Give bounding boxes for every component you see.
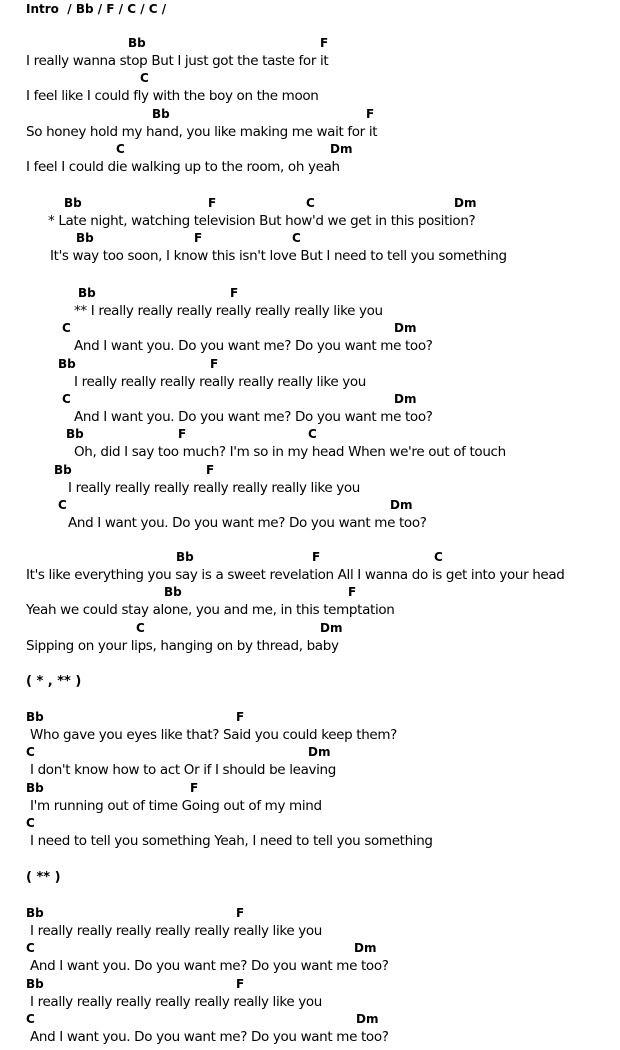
chord-c: C [26,745,35,759]
lyric-line: ** I really really really really really really like you [74,303,383,319]
chord-dm: Dm [320,621,343,635]
chord-bb: Bb [64,196,82,210]
lyric-line: I'm running out of time Going out of my mind [30,798,322,814]
chord-f: F [206,463,215,477]
lyric-line: I really really really really really really like you [68,480,360,496]
chord-dm: Dm [394,392,417,406]
chord-c: C [116,142,125,156]
lyric-line: And I want you. Do you want me? Do you want me too? [30,958,389,974]
lyric-line: Oh, did I say too much? I'm so in my head When we're out of touch [74,444,506,460]
chord-c: C [136,621,145,635]
lyric-line: I really really really really really really like you [30,994,322,1010]
lyric-line: I really really really really really really like you [74,374,366,390]
chord-f: F [208,196,217,210]
chord-c: C [26,941,35,955]
lyric-line: So honey hold my hand, you like making me wait for it [26,124,378,140]
chord-bb: Bb [26,781,44,795]
chord-dm: Dm [308,745,331,759]
chord-c: C [26,816,35,830]
lyric-line: Sipping on your lips, hanging on by thread, baby [26,638,339,654]
chord-bb: Bb [176,550,194,564]
chord-dm: Dm [354,941,377,955]
lyric-line: Who gave you eyes like that? Said you could keep them? [30,727,397,743]
lyric-line: Yeah we could stay alone, you and me, in this temptation [26,602,395,618]
lyric-line: And I want you. Do you want me? Do you want me too? [68,515,427,531]
chord-bb: Bb [26,710,44,724]
chord-f: F [230,286,239,300]
chord-c: C [62,321,71,335]
chord-f: F [236,710,245,724]
lyric-line: And I want you. Do you want me? Do you want me too? [30,1029,389,1045]
lyric-line: I don't know how to act Or if I should be leaving [30,762,336,778]
lyric-line: I really wanna stop But I just got the taste for it [26,53,329,69]
chord-f: F [366,107,375,121]
chord-bb: Bb [152,107,170,121]
chord-c: C [62,392,71,406]
chord-bb: Bb [58,357,76,371]
chord-c: C [58,498,67,512]
lyric-line: I really really really really really really like you [30,923,322,939]
chord-bb: Bb [78,286,96,300]
lyric-line: * Late night, watching television But how'd we get in this position? [48,213,476,229]
chord-f: F [236,906,245,920]
chord-bb: Bb [54,463,72,477]
chord-dm: Dm [390,498,413,512]
chord-bb: Bb [164,585,182,599]
chord-f: F [178,427,187,441]
chord-f: F [190,781,199,795]
chord-c: C [26,1012,35,1026]
chord-c: C [140,71,149,85]
lyric-line: I feel like I could fly with the boy on the moon [26,88,319,104]
repeat-marker: ( * , ** ) [26,674,82,689]
chord-dm: Dm [330,142,353,156]
lyric-line: I feel I could die walking up to the room, oh yeah [26,159,340,175]
chord-f: F [312,550,321,564]
chord-c: C [306,196,315,210]
chord-dm: Dm [356,1012,379,1026]
lyric-line: And I want you. Do you want me? Do you want me too? [74,409,433,425]
chord-f: F [194,231,203,245]
chord-dm: Dm [454,196,477,210]
chord-c: C [308,427,317,441]
repeat-marker: ( ** ) [26,870,61,885]
chord-f: F [320,36,329,50]
chord-f: F [236,977,245,991]
chord-bb: Bb [26,977,44,991]
lyric-line: It's like everything you say is a sweet revelation All I wanna do is get into your head [26,567,565,583]
chord-bb: Bb [66,427,84,441]
chord-bb: Bb [128,36,146,50]
lyric-line: It's way too soon, I know this isn't love But I need to tell you something [50,248,507,264]
chord-dm: Dm [394,321,417,335]
chord-bb: Bb [76,231,94,245]
chord-c: C [292,231,301,245]
chord-f: F [210,357,219,371]
chord-c: C [434,550,443,564]
intro-line: Intro / Bb / F / C / C / [26,2,167,16]
chord-f: F [348,585,357,599]
chord-bb: Bb [26,906,44,920]
lyric-line: And I want you. Do you want me? Do you want me too? [74,338,433,354]
lyric-line: I need to tell you something Yeah, I need to tell you something [30,833,433,849]
